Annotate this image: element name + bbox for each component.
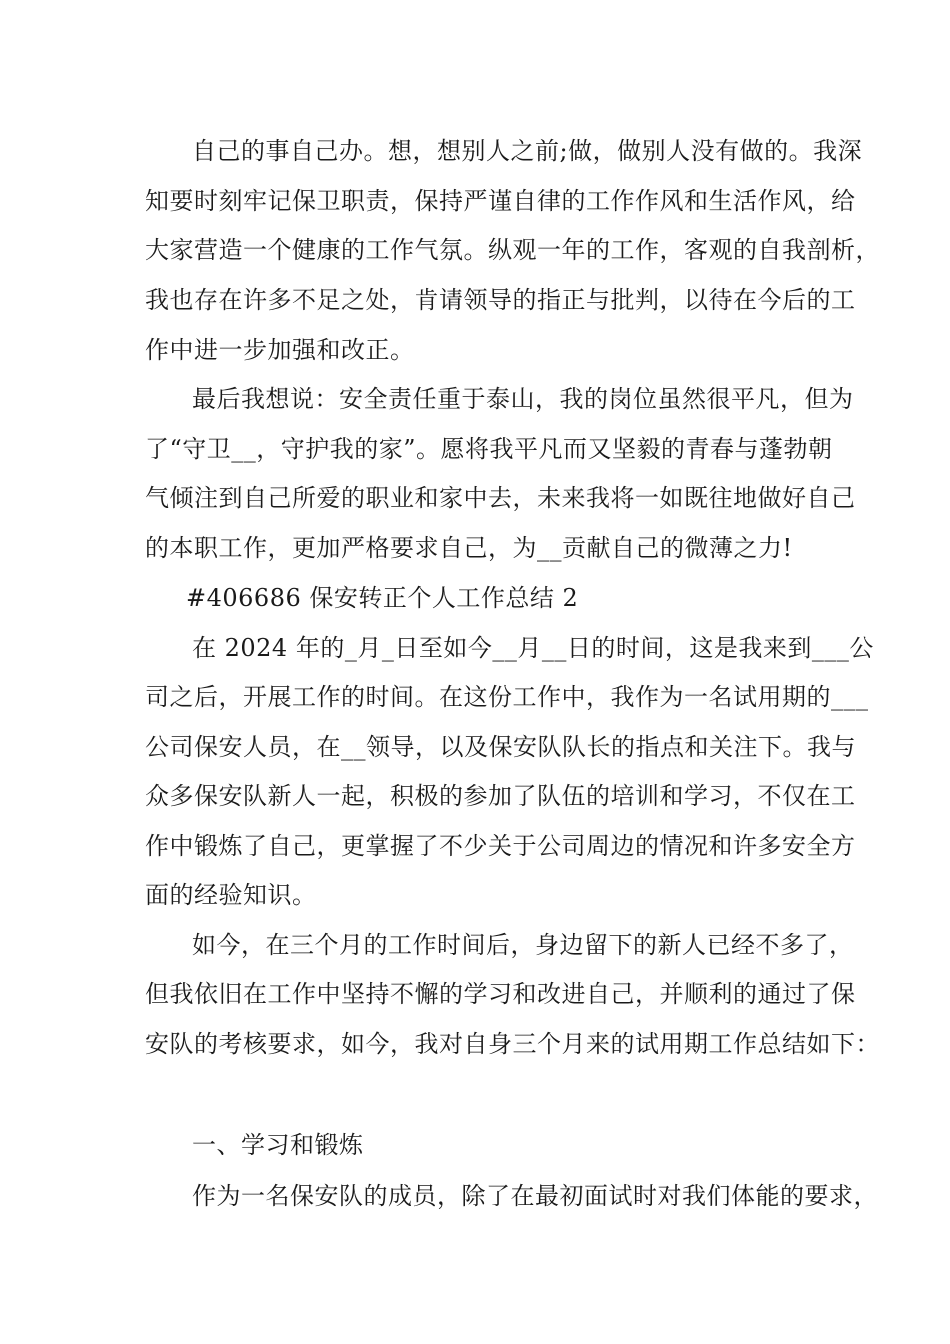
paragraph-line: 众多保安队新人一起，积极的参加了队伍的培训和学习，不仅在工 — [145, 782, 856, 810]
paragraph-line: 大家营造一个健康的工作气氛。纵观一年的工作，客观的自我剖析， — [145, 236, 880, 264]
paragraph-line: 公司保安人员，在__领导，以及保安队队长的指点和关注下。我与 — [145, 733, 856, 761]
paragraph-line: 作中锻炼了自己，更掌握了不少关于公司周边的情况和许多安全方 — [145, 832, 856, 860]
paragraph-line: 安队的考核要求，如今，我对自身三个月来的试用期工作总结如下： — [145, 1030, 880, 1058]
paragraph-line: 的本职工作，更加严格要求自己，为__贡献自己的微薄之力! — [145, 534, 793, 562]
paragraph-line: 在 2024 年的_月_日至如今__月__日的时间，这是我来到___公 — [192, 634, 874, 662]
section-title: #406686 保安转正个人工作总结 2 — [186, 584, 579, 612]
paragraph-line: 了“守卫__，守护我的家”。愿将我平凡而又坚毅的青春与蓬勃朝 — [145, 435, 833, 463]
section-heading: 一、学习和锻炼 — [192, 1131, 364, 1159]
paragraph-line: 自己的事自己办。想，想别人之前;做，做别人没有做的。我深 — [192, 137, 863, 165]
paragraph-line: 知要时刻牢记保卫职责，保持严谨自律的工作作风和生活作风，给 — [145, 187, 856, 215]
paragraph-line: 作中进一步加强和改正。 — [145, 336, 415, 364]
paragraph-line: 我也存在许多不足之处，肯请领导的指正与批判，以待在今后的工 — [145, 286, 856, 314]
paragraph-line: 最后我想说：安全责任重于泰山，我的岗位虽然很平凡，但为 — [192, 385, 854, 413]
paragraph-line: 司之后，开展工作的时间。在这份工作中，我作为一名试用期的___ — [145, 683, 869, 711]
paragraph-line: 如今，在三个月的工作时间后，身边留下的新人已经不多了， — [192, 931, 854, 959]
paragraph-line: 作为一名保安队的成员，除了在最初面试时对我们体能的要求， — [192, 1182, 878, 1210]
paragraph-line: 气倾注到自己所爱的职业和家中去，未来我将一如既往地做好自己 — [145, 484, 856, 512]
paragraph-line: 面的经验知识。 — [145, 881, 317, 909]
paragraph-line: 但我依旧在工作中坚持不懈的学习和改进自己，并顺利的通过了保 — [145, 980, 856, 1008]
